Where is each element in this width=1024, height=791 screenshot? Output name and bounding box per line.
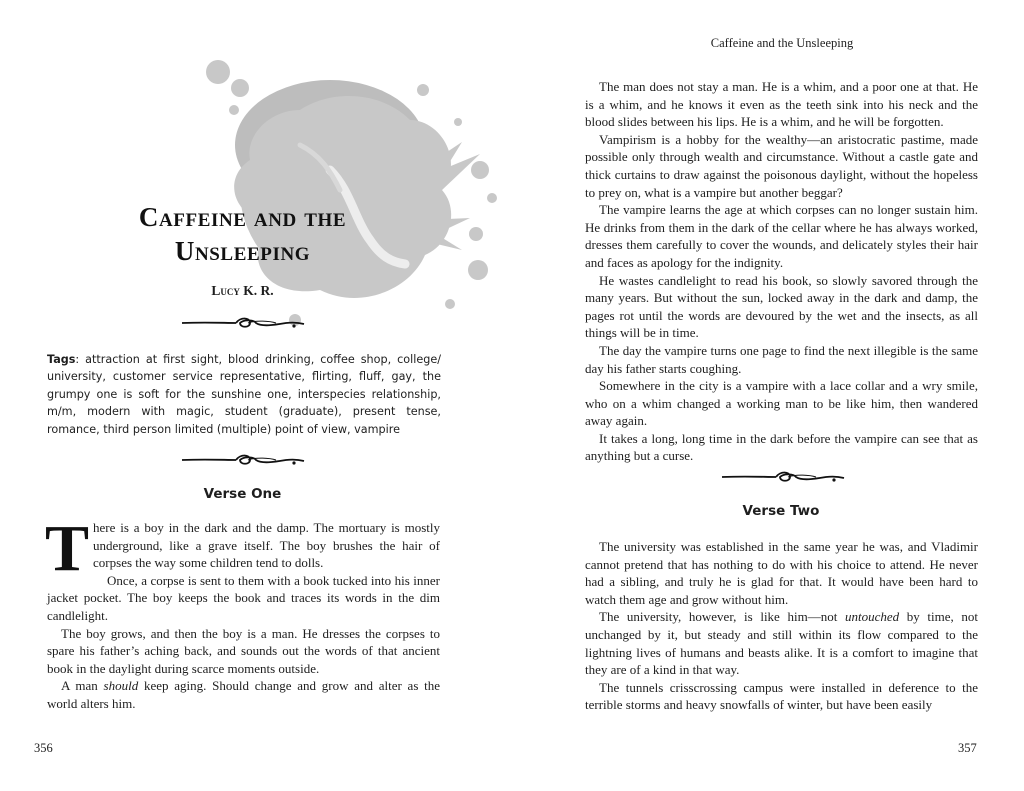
- paragraph: There is a boy in the dark and the damp. The mortuary is mostly underground, like a grave itself. The boy brushes the hair of corpses the way some children tend to dolls.: [45, 512, 440, 585]
- emphasis: should: [103, 678, 139, 694]
- tags-text: : attraction at first sight, blood drinking, coffee shop, college/ university, customer service representative, flirting, fluff, gay, the grumpy one is soft for the sunshine one, interspecies relationship, m/m, modern with magic, student (graduate), present tense, romance, third person limited (multiple) point of view, vampire: [47, 353, 441, 436]
- paragraph: The boy grows, and then the boy is a man. He dresses the corpses to spare his father’s aching back, and sounds out the words of that ancient book in the daylight during scarce moments outside.: [47, 625, 440, 676]
- paragraph: Vampirism is a hobby for the wealthy—an aristocratic pastime, made possible only through wealth and circumstance. Without a castle gate and thick curtains to draw against the poisonous daylight, without the hopeless to prey on, what is a vampire but another beggar?: [585, 131, 978, 200]
- paragraph: The tunnels crisscrossing campus were installed in deference to the terrible storms and heavy snowfalls of winter, but have been easily: [585, 679, 978, 713]
- paragraph: The university, however, is like him—not untouched by time, not unchanged by it, but steady and still within its flow compared to the lightning lives of humans and beasts alike. It is a comfort to imagine that they are of a kind in that way.: [585, 609, 978, 678]
- page-number-left: 356: [34, 741, 53, 755]
- emphasis: untouched: [844, 609, 900, 625]
- left-body-text: [45, 512, 440, 713]
- running-head: Caffeine and the Unsleeping: [710, 36, 854, 50]
- drop-cap: T: [45, 512, 90, 585]
- chapter-title-line-1: Caffeine and the: [138, 202, 347, 232]
- paragraph: The university was established in the same year he was, and Vladimir cannot pretend that has nothing to do with his choice to attend. He never had a sibling, and truly he is glad for that. It would have been hard to watch them age and grow without him.: [585, 539, 978, 607]
- paragraph: The vampire learns the age at which corpses can no longer sustain him. He drinks from them in the dark of the cellar where he has always worked, dresses them carefully to cover the wounds, and delicately styles their hair and faces as apology for the indignity.: [585, 202, 978, 270]
- story-tags: [47, 351, 441, 438]
- paragraph: He wastes candlelight to read his book, so slowly savored through the many years. But without the sun, locked away in the dark and damp, the pages rot until the words are devoured by the wet and the insects, as all things will be in time.: [585, 272, 978, 341]
- right-body-text-top: [585, 78, 978, 465]
- tags-label: Tags: [47, 353, 76, 366]
- page-number-right: 357: [958, 741, 977, 755]
- chapter-title-line-2: Unsleeping: [174, 236, 311, 266]
- paragraph: The day the vampire turns one page to find the next illegible is the same day his father starts coughing.: [585, 342, 978, 376]
- flourish-ornament: [718, 468, 848, 486]
- chapter-title: [60, 200, 425, 268]
- section-heading-verse-one: Verse One: [203, 486, 282, 502]
- paragraph: The man does not stay a man. He is a whim, and a poor one at that. He is a whim, and he knows it even as the teeth sink into his neck and the blood slides between his lips. He is a whim, and he will be forgotten.: [585, 79, 978, 130]
- right-body-text-bottom: [585, 538, 978, 714]
- flourish-ornament: [178, 451, 308, 469]
- paragraph: It takes a long, long time in the dark before the vampire can see that as anything but a curse.: [585, 430, 978, 464]
- paragraph: Somewhere in the city is a vampire with a lace collar and a wry smile, who on a whim changed a working man to be like him, then wandered away again.: [585, 378, 978, 429]
- flourish-ornament: [178, 314, 308, 332]
- section-heading-verse-two: Verse Two: [742, 503, 820, 519]
- author-name: Lucy K. R.: [211, 283, 274, 298]
- paragraph: A man should keep aging. Should change and grow and alter as the world alters him.: [47, 678, 440, 711]
- paragraph: Once, a corpse is sent to them with a book tucked into his inner jacket pocket. The boy keeps the book and traces its words in the dim candlelight.: [47, 572, 440, 623]
